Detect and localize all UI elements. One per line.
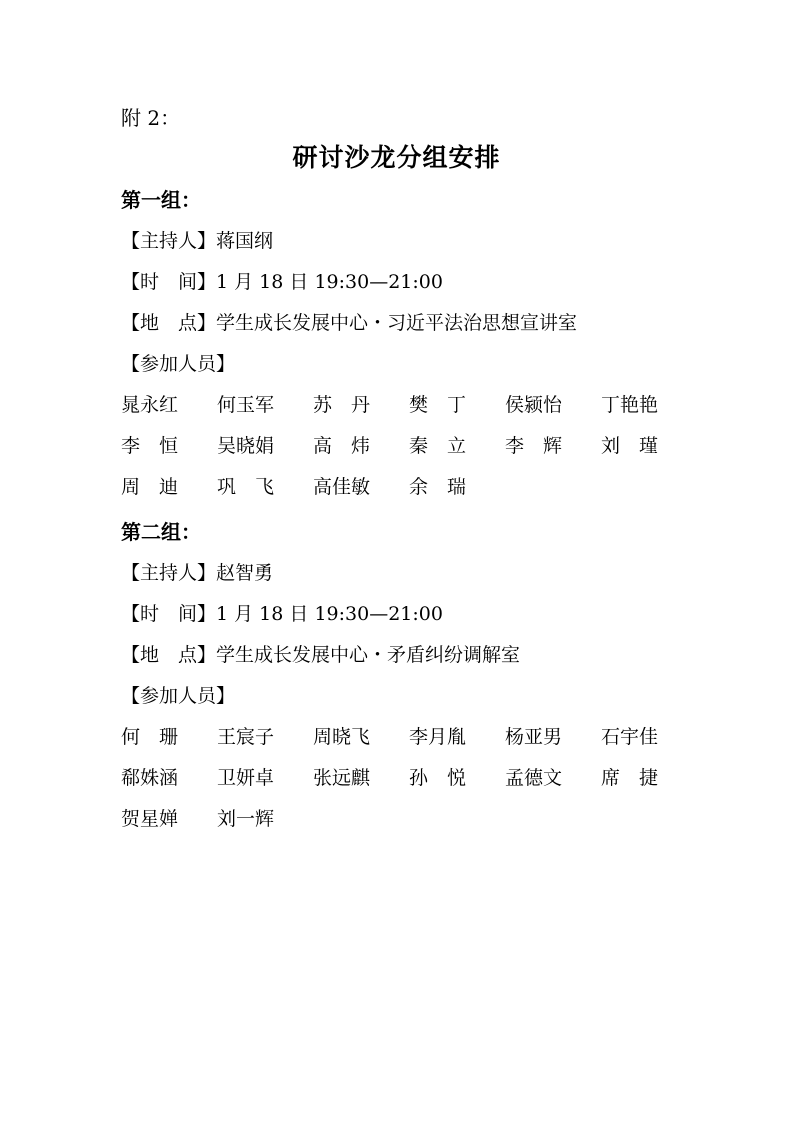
group-one	[121, 180, 681, 508]
place-label: 【地 点】	[121, 312, 217, 334]
member-name: 吴晓娟	[217, 435, 275, 457]
place-line	[121, 635, 681, 676]
time-value: 1 月 18 日 19:30—21:00	[216, 271, 443, 293]
host-label: 【主持人】	[121, 562, 217, 584]
member-name: 高佳敏	[313, 476, 371, 498]
member-name: 李 恒	[121, 435, 179, 457]
group-two	[121, 512, 681, 840]
member-name: 张远麒	[313, 767, 371, 789]
member-name: 孟德文	[505, 767, 563, 789]
member-name: 贺星婵	[121, 808, 179, 830]
member-name: 李 辉	[505, 435, 563, 457]
member-name: 刘一辉	[217, 808, 275, 830]
host-line	[121, 221, 681, 262]
member-name: 周晓飞	[313, 726, 371, 748]
document-title: 研讨沙龙分组安排	[292, 143, 501, 172]
member-name: 何玉军	[217, 394, 275, 416]
member-name: 苏 丹	[313, 394, 371, 416]
members-label: 【参加人员】	[121, 353, 236, 375]
time-label: 【时 间】	[121, 271, 217, 293]
members-label: 【参加人员】	[121, 685, 236, 707]
member-name: 侯颍怡	[505, 394, 563, 416]
host-line	[121, 553, 681, 594]
time-line	[121, 262, 681, 303]
member-name: 丁艳艳	[601, 394, 659, 416]
member-name: 高 炜	[313, 435, 371, 457]
member-name: 卫妍卓	[217, 767, 275, 789]
member-name: 石宇佳	[601, 726, 659, 748]
time-line	[121, 594, 681, 635]
member-name: 晁永红	[121, 394, 179, 416]
group-heading: 第二组：	[121, 520, 201, 544]
member-list	[121, 717, 681, 840]
member-name: 李月胤	[409, 726, 467, 748]
member-list	[121, 385, 681, 508]
place-line	[121, 303, 681, 344]
member-name: 席 捷	[601, 767, 659, 789]
member-name: 刘 瑾	[601, 435, 659, 457]
member-name: 何 珊	[121, 726, 179, 748]
place-value: 学生成长发展中心・矛盾纠纷调解室	[216, 644, 521, 666]
host-name: 蒋国纲	[216, 230, 274, 252]
member-name: 杨亚男	[505, 726, 563, 748]
member-name: 周 迪	[121, 476, 179, 498]
place-value: 学生成长发展中心・习近平法治思想宣讲室	[216, 312, 578, 334]
member-name: 樊 丁	[409, 394, 467, 416]
member-name: 余 瑞	[409, 476, 467, 498]
member-name: 秦 立	[409, 435, 467, 457]
member-name: 郗姝涵	[121, 767, 179, 789]
place-label: 【地 点】	[121, 644, 217, 666]
group-heading: 第一组：	[121, 188, 201, 212]
annex-label: 附 2：	[121, 106, 181, 130]
member-name: 孙 悦	[409, 767, 467, 789]
time-value: 1 月 18 日 19:30—21:00	[216, 603, 443, 625]
member-name: 王宸子	[217, 726, 275, 748]
member-name: 巩 飞	[217, 476, 275, 498]
host-name: 赵智勇	[216, 562, 274, 584]
host-label: 【主持人】	[121, 230, 217, 252]
time-label: 【时 间】	[121, 603, 217, 625]
